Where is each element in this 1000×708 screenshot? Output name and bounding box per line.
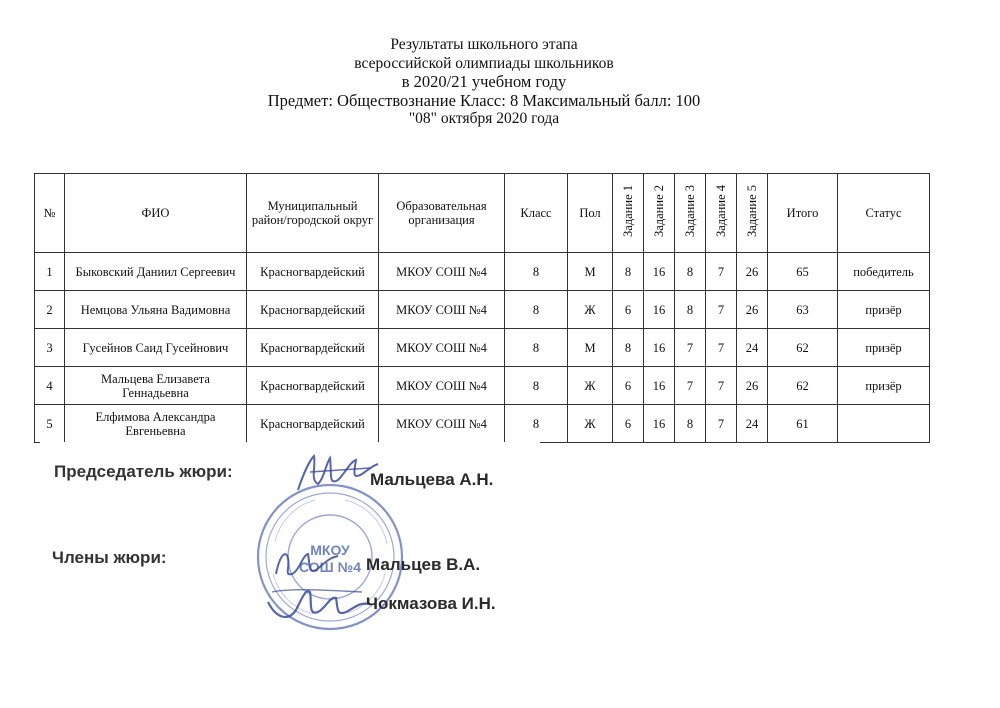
cell-status: призёр (838, 367, 930, 405)
cell-task4: 7 (706, 291, 737, 329)
cell-total: 63 (768, 291, 838, 329)
cell-fio: Немцова Ульяна Вадимовна (65, 291, 247, 329)
table-header-row (35, 174, 930, 253)
table-row (35, 329, 930, 367)
cell-sex: Ж (568, 405, 613, 443)
cell-task1: 6 (613, 291, 644, 329)
cell-task4: 7 (706, 405, 737, 443)
cell-district: Красногвардейский (247, 329, 379, 367)
col-header-task2-label: Задание 2 (652, 185, 666, 238)
cell-task2: 16 (644, 253, 675, 291)
cell-org: МКОУ СОШ №4 (379, 405, 505, 443)
header-title: Результаты школьного этапа (390, 36, 578, 53)
cell-task4: 7 (706, 329, 737, 367)
header-date: "08" октября 2020 года (408, 110, 560, 127)
cell-task3: 7 (675, 329, 706, 367)
cell-total: 62 (768, 367, 838, 405)
col-header-grade: Класс (505, 174, 568, 253)
cell-district: Красногвардейский (247, 291, 379, 329)
cell-task2: 16 (644, 405, 675, 443)
cell-fio: Мальцева Елизавета Геннадьевна (65, 367, 247, 405)
cell-task5: 24 (737, 405, 768, 443)
cell-fio: Гусейнов Саид Гусейнович (65, 329, 247, 367)
col-header-district: Муниципальный район/городской округ (247, 174, 379, 253)
table-row (35, 405, 930, 443)
cell-num: 4 (35, 367, 65, 405)
cell-sex: М (568, 253, 613, 291)
cell-num: 5 (35, 405, 65, 443)
cell-grade: 8 (505, 291, 568, 329)
col-header-task5 (737, 174, 768, 253)
cell-task2: 16 (644, 329, 675, 367)
cell-status (838, 405, 930, 443)
results-table (34, 173, 930, 443)
cell-task5: 26 (737, 367, 768, 405)
cell-total: 65 (768, 253, 838, 291)
col-header-task5-label: Задание 5 (745, 185, 759, 238)
cell-task3: 8 (675, 291, 706, 329)
cell-org: МКОУ СОШ №4 (379, 367, 505, 405)
cell-task5: 26 (737, 253, 768, 291)
col-header-task1 (613, 174, 644, 253)
cell-task3: 8 (675, 253, 706, 291)
member1-signature (272, 544, 342, 584)
col-header-task4 (706, 174, 737, 253)
cell-task5: 24 (737, 329, 768, 367)
cell-district: Красногвардейский (247, 405, 379, 443)
header-subtitle: всероссийской олимпиады школьников (354, 54, 614, 72)
cell-num: 3 (35, 329, 65, 367)
cell-org: МКОУ СОШ №4 (379, 329, 505, 367)
cell-num: 2 (35, 291, 65, 329)
cell-sex: Ж (568, 367, 613, 405)
cell-sex: М (568, 329, 613, 367)
col-header-fio: ФИО (65, 174, 247, 253)
cell-task1: 8 (613, 253, 644, 291)
cell-total: 62 (768, 329, 838, 367)
cell-district: Красногвардейский (247, 367, 379, 405)
cell-task1: 6 (613, 367, 644, 405)
chair-signature (290, 450, 380, 500)
cell-task5: 26 (737, 291, 768, 329)
col-header-total: Итого (768, 174, 838, 253)
cell-fio: Быковский Даниил Сергеевич (65, 253, 247, 291)
cell-sex: Ж (568, 291, 613, 329)
chair-name: Мальцева А.Н. (370, 470, 494, 489)
cell-task3: 8 (675, 405, 706, 443)
table-row (35, 253, 930, 291)
table-row (35, 291, 930, 329)
col-header-org: Образовательная организация (379, 174, 505, 253)
cell-total: 61 (768, 405, 838, 443)
cell-task1: 6 (613, 405, 644, 443)
members-label: Члены жюри: (52, 548, 167, 567)
cell-grade: 8 (505, 405, 568, 443)
signature-block (40, 442, 540, 652)
col-header-sex: Пол (568, 174, 613, 253)
cell-district: Красногвардейский (247, 253, 379, 291)
cell-task2: 16 (644, 291, 675, 329)
cell-grade: 8 (505, 367, 568, 405)
cell-org: МКОУ СОШ №4 (379, 291, 505, 329)
cell-status: призёр (838, 291, 930, 329)
col-header-task4-label: Задание 4 (714, 185, 728, 238)
document-header (0, 36, 968, 129)
svg-text:МКОУ: МКОУ (310, 542, 350, 558)
cell-status: победитель (838, 253, 930, 291)
cell-grade: 8 (505, 253, 568, 291)
cell-fio: Елфимова Александра Евгеньевна (65, 405, 247, 443)
col-header-task3 (675, 174, 706, 253)
cell-task4: 7 (706, 253, 737, 291)
cell-status: призёр (838, 329, 930, 367)
col-header-status: Статус (838, 174, 930, 253)
cell-num: 1 (35, 253, 65, 291)
cell-org: МКОУ СОШ №4 (379, 253, 505, 291)
member2-name: Чокмазова И.Н. (366, 594, 496, 613)
svg-text:СОШ №4: СОШ №4 (298, 559, 362, 575)
cell-grade: 8 (505, 329, 568, 367)
cell-task2: 16 (644, 367, 675, 405)
member2-signature (262, 582, 372, 627)
col-header-num: № (35, 174, 65, 253)
cell-task4: 7 (706, 367, 737, 405)
cell-task1: 8 (613, 329, 644, 367)
cell-task3: 7 (675, 367, 706, 405)
col-header-task2 (644, 174, 675, 253)
col-header-task1-label: Задание 1 (621, 185, 635, 238)
col-header-task3-label: Задание 3 (683, 185, 697, 238)
chair-label: Председатель жюри: (54, 462, 233, 481)
header-subject: Предмет: Обществознание Класс: 8 Максимальный балл: 100 (267, 90, 701, 110)
header-year: в 2020/21 учебном году (401, 72, 567, 91)
member1-name: Мальцев В.А. (366, 555, 481, 574)
table-row (35, 367, 930, 405)
